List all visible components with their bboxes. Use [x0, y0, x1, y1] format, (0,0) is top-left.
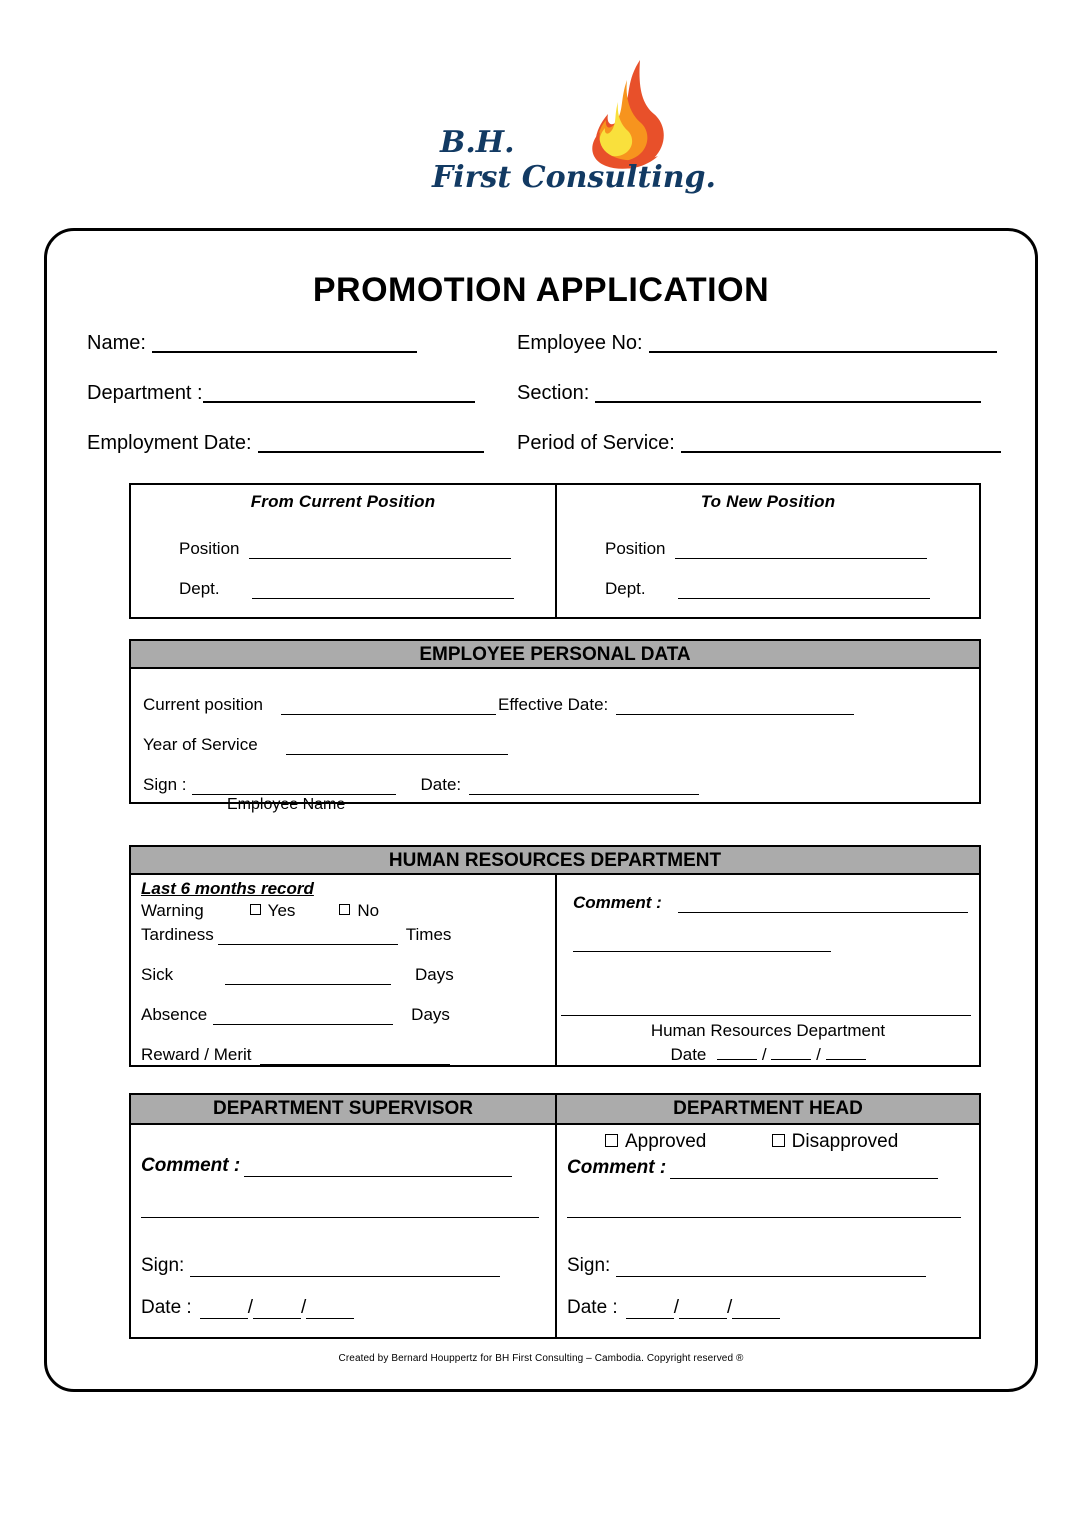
approval-box: [129, 1093, 981, 1339]
warning-label: Warning: [141, 901, 204, 920]
hr-signature-caption: Human Resources Department: [650, 1021, 886, 1040]
warning-no-checkbox[interactable]: [339, 901, 379, 921]
logo-wordmark: [432, 125, 716, 199]
head-sign-input-line[interactable]: [616, 1260, 926, 1277]
period-of-service-input-line[interactable]: [681, 433, 1001, 453]
department-head-column: [557, 1125, 979, 1339]
hr-date-row: [557, 1043, 979, 1065]
effective-date-label: Effective Date:: [498, 695, 609, 714]
from-position-input-line[interactable]: [249, 542, 511, 559]
head-sign-label: Sign:: [567, 1255, 611, 1276]
to-new-position-column: [557, 485, 979, 617]
supervisor-comment-label: Comment :: [141, 1155, 241, 1176]
hr-date-slash-1: /: [761, 1045, 767, 1064]
employment-date-input-line[interactable]: [258, 433, 484, 453]
supervisor-sign-label: Sign:: [141, 1255, 185, 1276]
reward-merit-label: Reward / Merit: [141, 1045, 252, 1064]
logo-line-2: First Consulting.: [432, 160, 716, 195]
sick-input-line[interactable]: [225, 968, 391, 985]
absence-label: Absence: [141, 1005, 208, 1024]
name-label: Name:: [87, 332, 146, 354]
head-comment-label: Comment :: [567, 1157, 667, 1178]
employee-sign-label: Sign :: [143, 775, 187, 794]
checkbox-icon: [250, 904, 261, 915]
employee-sign-input-line[interactable]: [192, 778, 396, 795]
approved-checkbox[interactable]: [605, 1131, 706, 1153]
warning-no-label: No: [357, 901, 380, 920]
checkbox-icon: [772, 1134, 785, 1147]
supervisor-date-month-line[interactable]: [253, 1302, 301, 1319]
approval-checkbox-row: [557, 1131, 979, 1155]
department-input-line[interactable]: [203, 383, 475, 403]
department-supervisor-column: [131, 1125, 557, 1339]
sick-unit-label: Days: [415, 965, 454, 984]
department-head-band: DEPARTMENT HEAD: [673, 1098, 863, 1119]
head-comment-input-line-1[interactable]: [670, 1162, 938, 1179]
logo-line-1: B.H.: [440, 125, 515, 160]
employee-no-label: Employee No:: [517, 332, 643, 354]
supervisor-date-year-line[interactable]: [306, 1302, 354, 1319]
header-field-row-department: [47, 383, 1035, 415]
form-page-border: [44, 228, 1038, 1392]
hr-date-month-line[interactable]: [771, 1043, 811, 1060]
to-new-position-title: To New Position: [700, 492, 836, 511]
employee-date-input-line[interactable]: [469, 778, 699, 795]
hr-date-slash-2: /: [816, 1045, 821, 1064]
to-dept-label: Dept.: [605, 579, 646, 598]
to-position-label: Position: [605, 539, 666, 558]
hr-record-column: [131, 875, 557, 1065]
head-date-label: Date :: [567, 1297, 618, 1318]
tardiness-label: Tardiness: [141, 925, 214, 944]
head-date-day-line[interactable]: [626, 1302, 674, 1319]
hr-comment-input-line-1[interactable]: [678, 896, 968, 913]
year-of-service-input-line[interactable]: [286, 738, 508, 755]
supervisor-sign-input-line[interactable]: [190, 1260, 500, 1277]
sick-label: Sick: [141, 965, 174, 984]
to-dept-input-line[interactable]: [678, 582, 930, 599]
warning-yes-checkbox[interactable]: [250, 901, 296, 921]
approved-label: Approved: [625, 1131, 707, 1152]
human-resources-band: HUMAN RESOURCES DEPARTMENT: [131, 847, 979, 875]
head-date-year-line[interactable]: [732, 1302, 780, 1319]
effective-date-input-line[interactable]: [616, 698, 854, 715]
reward-merit-input-line[interactable]: [260, 1048, 450, 1065]
from-dept-label: Dept.: [179, 579, 220, 598]
disapproved-label: Disapproved: [791, 1131, 899, 1152]
name-input-line[interactable]: [152, 333, 417, 353]
from-dept-input-line[interactable]: [252, 582, 514, 599]
supervisor-date-slash-1: /: [247, 1297, 253, 1318]
current-position-label: Current position: [143, 695, 264, 714]
from-current-position-title: From Current Position: [250, 492, 436, 511]
to-position-input-line[interactable]: [675, 542, 927, 559]
current-position-input-line[interactable]: [281, 698, 496, 715]
hr-comment-input-line-2[interactable]: [573, 951, 831, 952]
year-of-service-label: Year of Service: [143, 735, 258, 754]
absence-unit-label: Days: [411, 1005, 450, 1024]
copyright-footer: Created by Bernard Houppertz for BH First Consulting – Cambodia. Copyright reserved ®: [338, 1353, 744, 1364]
position-change-box: [129, 483, 981, 619]
head-date-slash-1: /: [673, 1297, 679, 1318]
from-current-position-column: [131, 485, 557, 617]
human-resources-box: [129, 845, 981, 1067]
section-label: Section:: [517, 382, 590, 404]
employee-no-input-line[interactable]: [649, 333, 997, 353]
header-field-row-employment-date: [47, 433, 1035, 465]
section-input-line[interactable]: [595, 383, 981, 403]
employee-name-caption: Employee Name: [227, 796, 346, 813]
employee-personal-data-band: EMPLOYEE PERSONAL DATA: [131, 641, 979, 669]
employment-date-label: Employment Date:: [87, 432, 252, 454]
head-date-slash-2: /: [726, 1297, 733, 1318]
hr-comment-label: Comment :: [573, 893, 662, 912]
warning-yes-label: Yes: [267, 901, 296, 920]
header-field-row-name: [47, 333, 1035, 365]
supervisor-date-label: Date :: [141, 1297, 192, 1318]
period-of-service-label: Period of Service:: [517, 432, 675, 454]
hr-date-day-line[interactable]: [717, 1043, 757, 1060]
absence-input-line[interactable]: [213, 1008, 393, 1025]
from-position-label: Position: [179, 539, 240, 558]
tardiness-unit-label: Times: [405, 925, 452, 944]
department-label: Department :: [87, 382, 203, 404]
hr-comment-column: [557, 875, 979, 1065]
disapproved-checkbox[interactable]: [772, 1131, 899, 1153]
hr-date-label: Date: [670, 1045, 707, 1064]
head-comment-input-line-2[interactable]: [567, 1217, 961, 1218]
checkbox-icon: [605, 1134, 618, 1147]
supervisor-date-slash-2: /: [300, 1297, 307, 1318]
employee-date-label: Date:: [420, 775, 462, 794]
employee-personal-data-box: [129, 639, 981, 813]
supervisor-comment-input-line-1[interactable]: [244, 1160, 512, 1177]
hr-date-year-line[interactable]: [826, 1043, 866, 1060]
department-supervisor-band: DEPARTMENT SUPERVISOR: [131, 1095, 557, 1123]
page-title: PROMOTION APPLICATION: [312, 271, 770, 309]
supervisor-comment-input-line-2[interactable]: [141, 1217, 539, 1218]
checkbox-icon: [339, 904, 350, 915]
company-logo: [0, 50, 1079, 225]
last-6-months-record-title: Last 6 months record: [141, 879, 314, 898]
tardiness-input-line[interactable]: [218, 928, 398, 945]
head-date-month-line[interactable]: [679, 1302, 727, 1319]
supervisor-date-day-line[interactable]: [200, 1302, 248, 1319]
hr-signature-line[interactable]: [561, 1015, 971, 1016]
